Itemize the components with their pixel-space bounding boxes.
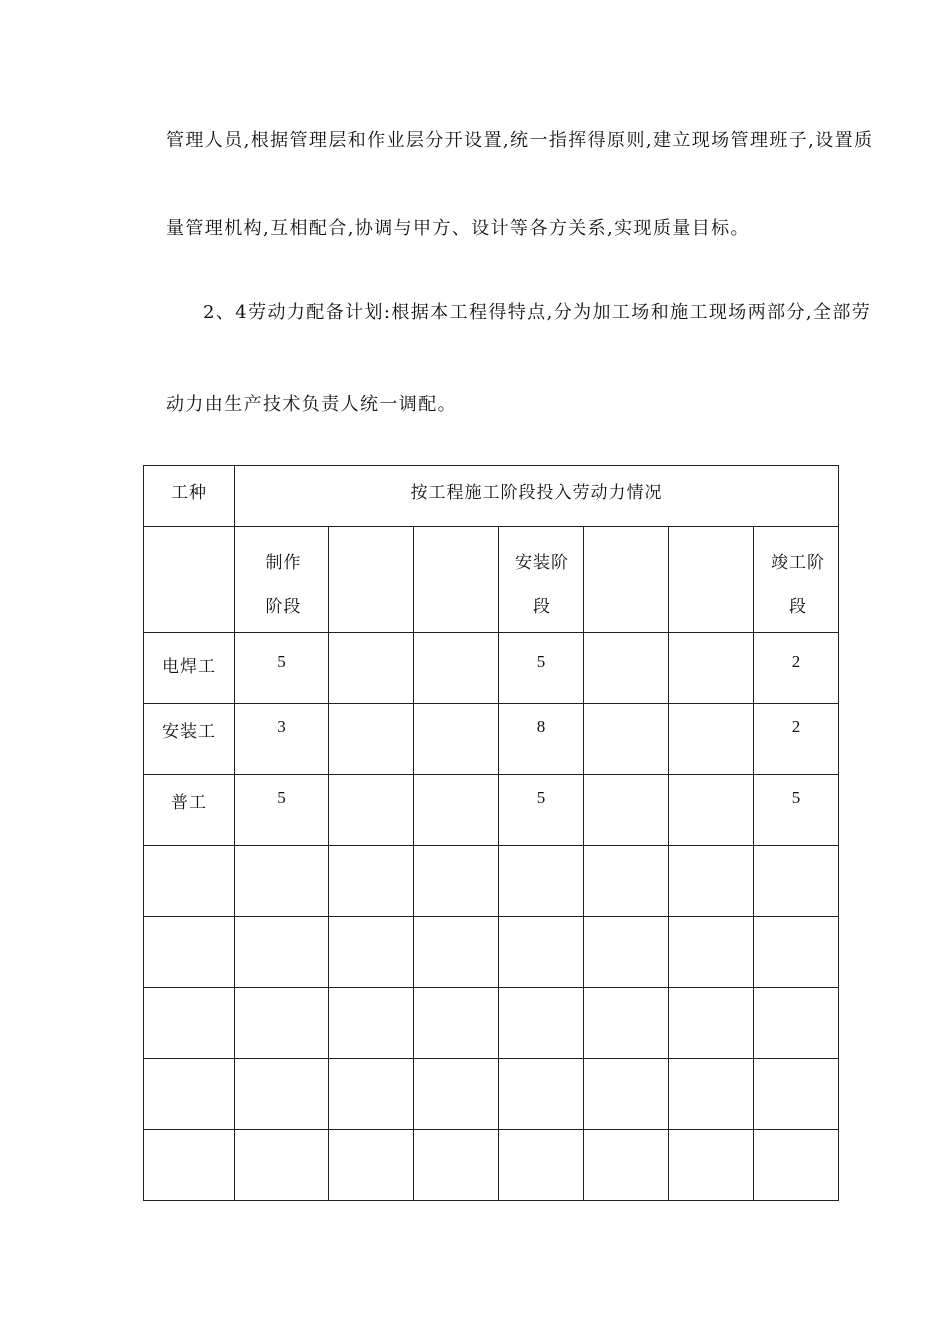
value-cell: [499, 775, 584, 846]
value: 3: [277, 717, 286, 736]
value: [584, 633, 668, 652]
value: [329, 988, 413, 1001]
value: [329, 846, 413, 859]
value-cell: [499, 917, 584, 988]
value: [669, 633, 753, 652]
value: [669, 917, 753, 930]
value-cell: [669, 917, 754, 988]
trade-label: [144, 988, 234, 1001]
trade-cell: [144, 633, 235, 704]
value: [584, 704, 668, 717]
value-cell: [584, 633, 669, 704]
value-cell: [754, 1130, 839, 1201]
value-cell: [414, 633, 499, 704]
paragraph-line-3: 2、4劳动力配备计划:根据本工程得特点,分为加工场和施工现场两部分,全部劳: [203, 302, 872, 323]
value-cell: [235, 1130, 329, 1201]
value-cell: [499, 633, 584, 704]
value: [754, 917, 838, 930]
value-cell: [329, 1130, 414, 1201]
trade-cell: [144, 988, 235, 1059]
value-cell: [584, 704, 669, 775]
value-cell: [235, 917, 329, 988]
value: [584, 775, 668, 788]
trade-cell: [144, 846, 235, 917]
value: [754, 1059, 838, 1072]
value: [669, 988, 753, 1001]
trade-cell: [144, 775, 235, 846]
value-cell: [754, 775, 839, 846]
value-cell: [414, 704, 499, 775]
value: [584, 1059, 668, 1072]
trade-cell: [144, 1059, 235, 1130]
value-cell: [329, 775, 414, 846]
paragraph-line-2: 量管理机构,互相配合,协调与甲方、设计等各方关系,实现质量目标。: [166, 218, 750, 239]
stage-cell-blank: [144, 527, 235, 633]
value-cell: [754, 988, 839, 1059]
paragraph-line-1: 管理人员,根据管理层和作业层分开设置,统一指挥得原则,建立现场管理班子,设置质: [166, 130, 874, 151]
stage-cell: [414, 527, 499, 633]
value-cell: [329, 988, 414, 1059]
labor-allocation-table: [143, 465, 839, 1201]
trade-label: 电焊工: [162, 657, 216, 677]
stage-label: 竣工阶段: [771, 553, 825, 617]
value: [669, 846, 753, 859]
value: 5: [536, 788, 546, 807]
trade-cell: [144, 704, 235, 775]
value: [414, 1059, 498, 1072]
value: [414, 1130, 498, 1143]
stage-label: [669, 527, 753, 541]
value: 5: [791, 788, 801, 807]
value-cell: [414, 846, 499, 917]
value: 2: [791, 652, 801, 671]
trade-cell: [144, 917, 235, 988]
value-cell: [329, 917, 414, 988]
stage-label: 制作阶段: [265, 553, 302, 617]
paragraph-line-4: 动力由生产技术负责人统一调配。: [166, 394, 457, 415]
stage-row: [144, 527, 839, 633]
value-cell: [414, 1130, 499, 1201]
value-cell: [499, 704, 584, 775]
value: [414, 775, 498, 788]
stage-label: [414, 527, 498, 541]
trade-label: 普工: [171, 793, 207, 813]
value: [669, 775, 753, 788]
stage-cell: [499, 527, 584, 633]
value-cell: [414, 1059, 499, 1130]
value: [499, 1059, 583, 1072]
value-cell: [669, 1130, 754, 1201]
value: [754, 846, 838, 859]
trade-cell: [144, 1130, 235, 1201]
value: [499, 917, 583, 930]
trade-label: [144, 1059, 234, 1072]
header-cell-span: [235, 466, 839, 527]
header-span-label: 按工程施工阶段投入劳动力情况: [410, 483, 663, 503]
stage-cell: [235, 527, 329, 633]
table-header-row: [144, 466, 839, 527]
value-cell: [235, 775, 329, 846]
trade-label: 安装工: [162, 722, 216, 742]
value: [669, 1059, 753, 1072]
value: 5: [536, 652, 546, 671]
value: [329, 704, 413, 717]
value-cell: [329, 704, 414, 775]
value: [584, 988, 668, 1001]
value-cell: [499, 846, 584, 917]
stage-label: 安装阶段: [515, 553, 569, 617]
stage-cell: [669, 527, 754, 633]
value: [329, 633, 413, 652]
value: [414, 633, 498, 652]
value-cell: [754, 633, 839, 704]
value: [754, 1130, 838, 1143]
value-cell: [414, 988, 499, 1059]
trade-label: [144, 917, 234, 930]
header-trade-label: 工种: [171, 483, 207, 503]
value-cell: [499, 988, 584, 1059]
value: [584, 846, 668, 859]
value: 2: [791, 717, 801, 736]
value: [329, 917, 413, 930]
value: 5: [277, 788, 286, 807]
value-cell: [584, 1059, 669, 1130]
table-row: [144, 633, 839, 704]
value: [499, 1130, 583, 1143]
value-cell: [584, 988, 669, 1059]
stage-cell: [329, 527, 414, 633]
trade-label: [144, 846, 234, 859]
value-cell: [329, 846, 414, 917]
value: [584, 917, 668, 930]
value: [235, 1059, 328, 1072]
value: [329, 1130, 413, 1143]
value: [414, 917, 498, 930]
value: [414, 704, 498, 717]
value-cell: [669, 633, 754, 704]
stage-label: [329, 527, 413, 541]
value-cell: [754, 846, 839, 917]
value-cell: [235, 988, 329, 1059]
value-cell: [754, 917, 839, 988]
value: [499, 846, 583, 859]
value-cell: [414, 775, 499, 846]
value-cell: [754, 1059, 839, 1130]
value-cell: [584, 917, 669, 988]
value-cell: [235, 633, 329, 704]
value-cell: [235, 846, 329, 917]
header-cell-trade: [144, 466, 235, 527]
table-row: [144, 1130, 839, 1201]
value-cell: [499, 1130, 584, 1201]
stage-cell: [584, 527, 669, 633]
table-row: [144, 846, 839, 917]
value: [414, 846, 498, 859]
value-cell: [235, 1059, 329, 1130]
table-row: [144, 1059, 839, 1130]
value: 8: [536, 717, 546, 736]
value: [499, 988, 583, 1001]
value: [584, 1130, 668, 1143]
stage-label: [584, 527, 668, 541]
value-cell: [669, 775, 754, 846]
value: 5: [277, 652, 286, 671]
table-row: [144, 988, 839, 1059]
value-cell: [584, 775, 669, 846]
value: [235, 1130, 328, 1143]
value: [329, 1059, 413, 1072]
value: [235, 988, 328, 1001]
table-row: [144, 917, 839, 988]
value-cell: [414, 917, 499, 988]
value-cell: [669, 846, 754, 917]
value: [669, 704, 753, 717]
table-row: [144, 775, 839, 846]
trade-label: [144, 1130, 234, 1143]
value-cell: [499, 1059, 584, 1130]
stage-cell: [754, 527, 839, 633]
value: [414, 988, 498, 1001]
value-cell: [754, 704, 839, 775]
value: [329, 775, 413, 788]
value: [669, 1130, 753, 1143]
value-cell: [669, 1059, 754, 1130]
table-row: [144, 704, 839, 775]
value-cell: [669, 988, 754, 1059]
value-cell: [329, 1059, 414, 1130]
value-cell: [584, 1130, 669, 1201]
value-cell: [584, 846, 669, 917]
value-cell: [329, 633, 414, 704]
value-cell: [669, 704, 754, 775]
value: [754, 988, 838, 1001]
value: [235, 917, 328, 930]
value: [235, 846, 328, 859]
value-cell: [235, 704, 329, 775]
